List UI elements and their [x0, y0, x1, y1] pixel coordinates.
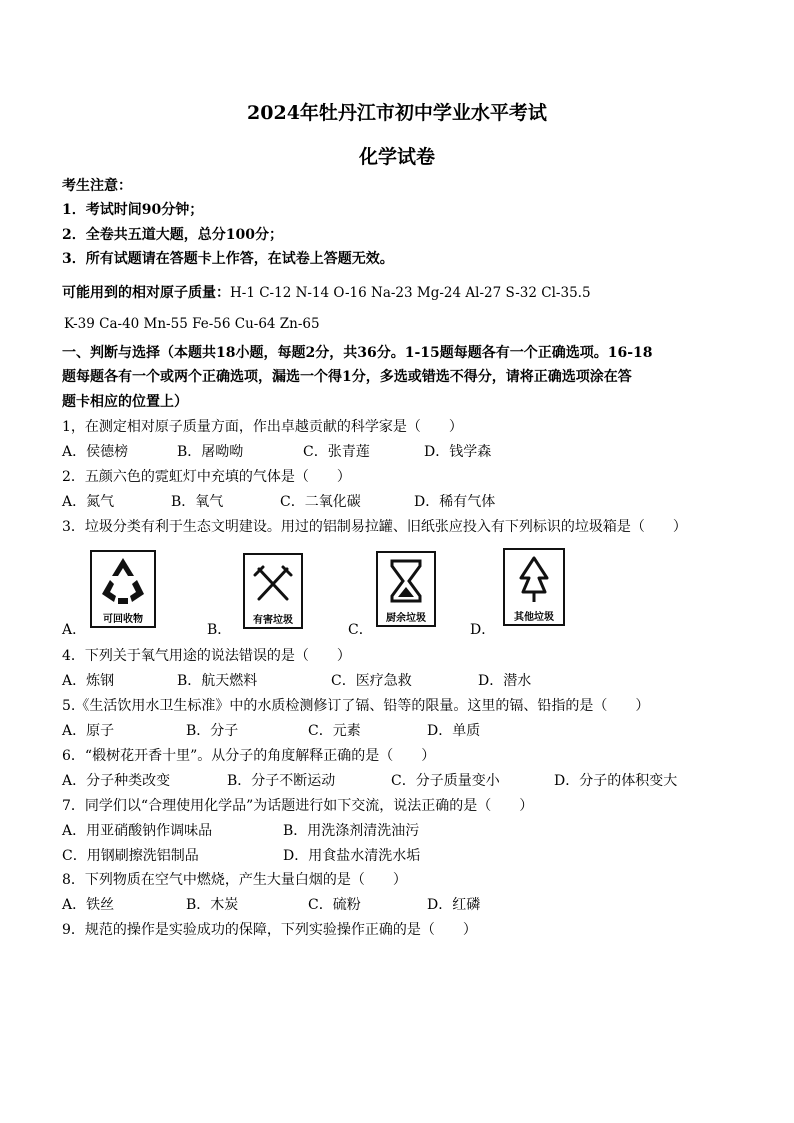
atomic-masses-line	[62, 282, 591, 302]
hazardous-x-icon	[245, 555, 301, 613]
question-stem: 2．五颜六色的霓虹灯中充填的气体是（ ）	[62, 469, 351, 485]
question-option: B．木炭	[186, 897, 239, 913]
question-option: B．氧气	[171, 494, 224, 510]
question-stem: 8．下列物质在空气中燃烧，产生大量白烟的是（ ）	[62, 872, 407, 888]
question-option: C．二氧化碳	[280, 494, 361, 510]
atomic-masses-values: H-1 C-12 N-14 O-16 Na-23 Mg-24 Al-27 S-32 Cl-35.5	[230, 285, 591, 301]
hourglass-icon	[378, 553, 434, 611]
question-option: A．铁丝	[62, 897, 115, 913]
question-stem: 4．下列关于氧气用途的说法错误的是（ ）	[62, 648, 351, 664]
question-option: A．	[62, 622, 87, 638]
section-heading: 题每题各有一个或两个正确选项，漏选一个得1分，多选或错选不得分，请将正确选项涂在答	[62, 369, 632, 385]
question-stem: 5.《生活饮用水卫生标准》中的水质检测修订了镉、铅等的限量。这里的镉、铅指的是（ ）	[62, 698, 650, 714]
question-option: D．稀有气体	[414, 494, 496, 510]
question-stem: 6．“椴树花开香十里”。从分子的角度解释正确的是（ ）	[62, 748, 436, 764]
question-option: B．屠呦呦	[177, 444, 244, 460]
question-stem: 9．规范的操作是实验成功的保障，下列实验操作正确的是（ ）	[62, 922, 477, 938]
sign-caption: 厨余垃圾	[386, 613, 426, 624]
question-option: D．钱学森	[424, 444, 492, 460]
question-option: D．	[470, 622, 496, 638]
question-option: D．单质	[427, 723, 481, 739]
question-option: C．分子质量变小	[391, 773, 500, 789]
sign-caption: 可回收物	[103, 614, 143, 625]
question-option: B．	[207, 622, 232, 638]
question-option: D．用食盐水清洗水垢	[283, 848, 421, 864]
question-option: D．分子的体积变大	[554, 773, 678, 789]
other-waste-sign	[503, 548, 565, 626]
question-option: C．硫粉	[308, 897, 361, 913]
exam-title: 2024年牡丹江市初中学业水平考试	[247, 102, 547, 124]
sign-caption: 有害垃圾	[253, 615, 293, 626]
question-option: B．分子不断运动	[227, 773, 336, 789]
other-waste-icon	[505, 550, 563, 610]
recyclable-sign	[90, 550, 156, 628]
notice-item: 3．所有试题请在答题卡上作答，在试卷上答题无效。	[62, 251, 394, 267]
question-option: D．潜水	[478, 673, 532, 689]
question-option: D．红磷	[427, 897, 481, 913]
question-option: A．侯德榜	[62, 444, 129, 460]
question-option: B．分子	[186, 723, 239, 739]
notice-item: 1．考试时间90分钟；	[62, 202, 204, 218]
hazardous-sign	[243, 553, 303, 629]
notice-item: 2．全卷共五道大题，总分100分；	[62, 227, 283, 243]
question-stem: 1，在测定相对原子质量方面，作出卓越贡献的科学家是（ ）	[62, 419, 463, 435]
question-option: A．氮气	[62, 494, 115, 510]
question-stem: 7．同学们以“合理使用化学品”为话题进行如下交流，说法正确的是（ ）	[62, 798, 534, 814]
question-option: B．航天燃料	[177, 673, 258, 689]
exam-subtitle: 化学试卷	[358, 146, 435, 168]
question-option: B．用洗涤剂清洗油污	[283, 823, 420, 839]
recycle-icon	[92, 552, 154, 612]
question-option: C．	[348, 622, 373, 638]
question-option: C．医疗急救	[331, 673, 412, 689]
question-stem: 3．垃圾分类有利于生态文明建设。用过的铝制易拉罐、旧纸张应投入有下列标识的垃圾箱是（ ）	[62, 519, 687, 535]
question-option: A．原子	[62, 723, 115, 739]
question-option: C．元素	[308, 723, 361, 739]
section-heading: 题卡相应的位置上）	[62, 394, 188, 410]
question-option: A．用亚硝酸钠作调味品	[62, 823, 213, 839]
notice-heading: 考生注意：	[62, 178, 132, 194]
kitchen-waste-sign	[376, 551, 436, 627]
question-option: A．炼钢	[62, 673, 115, 689]
question-option: C．张青莲	[303, 444, 370, 460]
question-option: A．分子种类改变	[62, 773, 171, 789]
atomic-masses-values-2: K-39 Ca-40 Mn-55 Fe-56 Cu-64 Zn-65	[64, 316, 320, 332]
atomic-masses-label: 可能用到的相对原子质量：	[62, 285, 230, 301]
sign-caption: 其他垃圾	[514, 612, 554, 623]
question-option: C．用钢刷擦洗铝制品	[62, 848, 199, 864]
section-heading: 一、判断与选择（本题共18小题，每题2分，共36分。1-15题每题各有一个正确选项。16-18	[62, 345, 653, 361]
